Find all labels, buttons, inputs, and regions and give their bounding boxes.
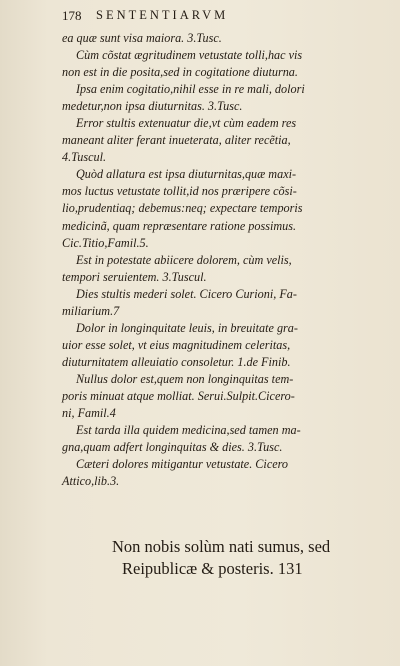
running-head: SENTENTIARVM: [96, 8, 229, 22]
page-header: [62, 8, 352, 28]
text-line: Cùm cõstat ægritudinem vetustate tolli,hac vis: [76, 48, 303, 63]
text-line: poris minuat atque molliat. Serui.Sulpit.Cicero-: [62, 388, 295, 403]
closing-quote-line: Non nobis solùm nati sumus, sed: [112, 537, 331, 556]
text-line: 4.Tuscul.: [62, 150, 107, 165]
text-line: Nullus dolor est,quem non longinquitas tem-: [76, 371, 294, 386]
text-line: Attico,lib.3.: [62, 474, 120, 489]
page-number: 178: [62, 8, 82, 23]
text-line: lio,prudentiaq; debemus:neq; expectare temporis: [62, 201, 303, 216]
text-line: Cic.Titio,Famil.5.: [62, 235, 149, 250]
text-line: mos luctus vetustate tollit,id nos præripere cõsi-: [62, 184, 297, 199]
text-line: gna,quam adfert longinquitas & dies. 3.Tusc.: [62, 440, 283, 455]
text-line: diuturnitatem alleuiatio consoletur. 1.de Finib.: [62, 354, 291, 369]
closing-quote-line: Reipublicæ & posteris. 131: [122, 559, 303, 578]
text-line: medetur,non ipsa diuturnitas. 3.Tusc.: [62, 99, 243, 114]
text-line: Est in potestate abiicere dolorem, cùm velis,: [76, 252, 292, 267]
text-line: maneant aliter ferant inueterata, aliter recẽtia,: [62, 133, 291, 148]
text-line: tempori seruientem. 3.Tuscul.: [62, 269, 207, 284]
text-line: ea quæ sunt visa maiora. 3.Tusc.: [62, 31, 222, 45]
text-line: medicinã, quam repræsentare ratione possimus.: [62, 218, 297, 233]
text-line: non est in die posita,sed in cogitatione diuturna.: [62, 65, 298, 80]
text-line: Ipsa enim cogitatio,nihil esse in re mali, dolori: [76, 82, 305, 97]
text-line: Dies stultis mederi solet. Cicero Curioni, Fa-: [76, 286, 297, 301]
closing-quote: [112, 536, 382, 580]
text-line: Dolor in longinquitate leuis, in breuitate gra-: [76, 320, 298, 335]
text-line: ni, Famil.4: [62, 406, 116, 421]
text-line: miliarium.7: [62, 303, 120, 318]
text-line: Error stultis extenuatur die,vt cùm eadem res: [76, 116, 297, 131]
text-line: uior esse solet, vt eius magnitudinem celeritas,: [62, 337, 291, 352]
body-text: [62, 30, 380, 490]
text-line: Cæteri dolores mitigantur vetustate. Cicero: [76, 457, 289, 472]
text-line: Quòd allatura est ipsa diuturnitas,quæ maxi-: [76, 167, 297, 182]
text-line: Est tarda illa quidem medicina,sed tamen ma-: [76, 423, 301, 438]
